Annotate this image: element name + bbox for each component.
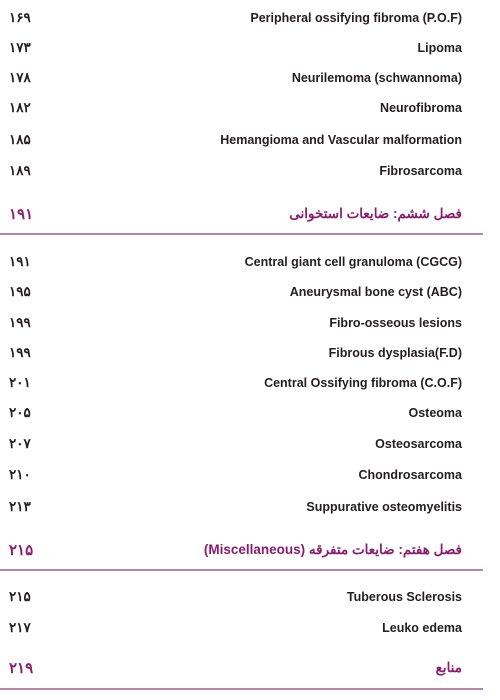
dot-leader [36, 102, 378, 115]
page-number: ۱۹۹ [9, 345, 31, 360]
toc-entry[interactable] [9, 342, 462, 364]
entry-title: Central giant cell granuloma (CGCG) [244, 255, 462, 269]
toc-entry[interactable] [9, 97, 462, 119]
toc-entry[interactable] [9, 372, 462, 394]
page-number: ۲۱۰ [9, 467, 31, 482]
references-title: منابع [435, 660, 462, 675]
entry-title: Fibrosarcoma [379, 164, 462, 178]
page-number: ۲۰۵ [9, 405, 31, 420]
entry-title: Tuberous Sclerosis [346, 590, 462, 604]
toc-entry[interactable] [9, 129, 462, 151]
dot-leader [36, 501, 305, 514]
dot-leader [36, 622, 380, 635]
toc-entry[interactable] [9, 312, 462, 334]
dot-leader [36, 347, 327, 360]
toc-entry[interactable] [9, 281, 462, 303]
page-number: ۱۹۹ [9, 315, 31, 330]
page-number: ۲۱۷ [9, 620, 31, 635]
page-number: ۲۰۱ [9, 375, 31, 390]
toc-entry[interactable] [9, 37, 462, 59]
page-number: ۲۱۵ [9, 589, 31, 604]
dot-leader [36, 286, 288, 299]
entry-title: Neurofibroma [380, 101, 462, 115]
page-number: ۱۷۳ [9, 40, 31, 55]
toc-entry[interactable] [9, 586, 462, 608]
page-number: ۱۸۵ [9, 132, 31, 147]
chapter-page-number: ۱۹۱ [9, 206, 34, 223]
entry-title: Neurilemoma (schwannoma) [291, 71, 462, 85]
dot-leader [36, 407, 407, 420]
chapter-title: فصل ششم: ضایعات استخوانی [289, 206, 462, 221]
toc-entry[interactable] [9, 464, 462, 486]
toc-entry[interactable] [9, 433, 462, 455]
page-number: ۱۹۵ [9, 284, 31, 299]
references-heading[interactable] [9, 657, 462, 679]
toc-entry[interactable] [9, 496, 462, 518]
entry-title: Lipoma [417, 41, 462, 55]
dot-leader [38, 208, 287, 221]
entry-title: Fibrous dysplasia(F.D) [328, 346, 462, 360]
dot-leader [36, 591, 345, 604]
chapter-heading[interactable] [9, 539, 462, 561]
dot-leader [36, 72, 290, 85]
entry-title: Hemangioma and Vascular malformation [220, 133, 462, 147]
toc-entry[interactable] [9, 7, 462, 29]
chapter-divider [0, 233, 483, 235]
entry-title: Fibro-osseous lesions [329, 316, 462, 330]
toc-entry[interactable] [9, 67, 462, 89]
page-number: ۱۸۲ [9, 100, 31, 115]
dot-leader [36, 469, 357, 482]
entry-title: Chondrosarcoma [358, 468, 462, 482]
toc-entry[interactable] [9, 402, 462, 424]
chapter-divider [0, 569, 483, 571]
chapter-heading[interactable] [9, 203, 462, 225]
entry-title: Leuko edema [382, 621, 462, 635]
chapter-page-number: ۲۱۵ [9, 542, 34, 559]
dot-leader [36, 12, 249, 25]
entry-title: Peripheral ossifying fibroma (P.O.F) [250, 11, 462, 25]
chapter-title: فصل هفتم: ضایعات متفرقه (Miscellaneous) [203, 542, 462, 557]
toc-entry[interactable] [9, 251, 462, 273]
page-number: ۱۷۸ [9, 70, 31, 85]
page-number: ۲۱۳ [9, 499, 31, 514]
entry-title: Suppurative osteomyelitis [306, 500, 462, 514]
dot-leader [36, 377, 262, 390]
page-number: ۱۹۱ [9, 254, 31, 269]
references-page-number: ۲۱۹ [9, 660, 34, 677]
entry-title: Central Ossifying fibroma (C.O.F) [264, 376, 462, 390]
entry-title: Osteoma [408, 406, 462, 420]
dot-leader [36, 438, 373, 451]
page-number: ۱۸۹ [9, 163, 31, 178]
toc-entry[interactable] [9, 617, 462, 639]
toc-entry[interactable] [9, 160, 462, 182]
dot-leader [36, 317, 328, 330]
dot-leader [36, 134, 218, 147]
page-number: ۱۶۹ [9, 10, 31, 25]
references-divider [0, 688, 483, 690]
dot-leader [36, 256, 243, 269]
page-number: ۲۰۷ [9, 436, 31, 451]
dot-leader [36, 165, 378, 178]
dot-leader [38, 662, 433, 675]
entry-title: Aneurysmal bone cyst (ABC) [289, 285, 462, 299]
entry-title: Osteosarcoma [375, 437, 462, 451]
dot-leader [38, 544, 202, 557]
dot-leader [36, 42, 416, 55]
